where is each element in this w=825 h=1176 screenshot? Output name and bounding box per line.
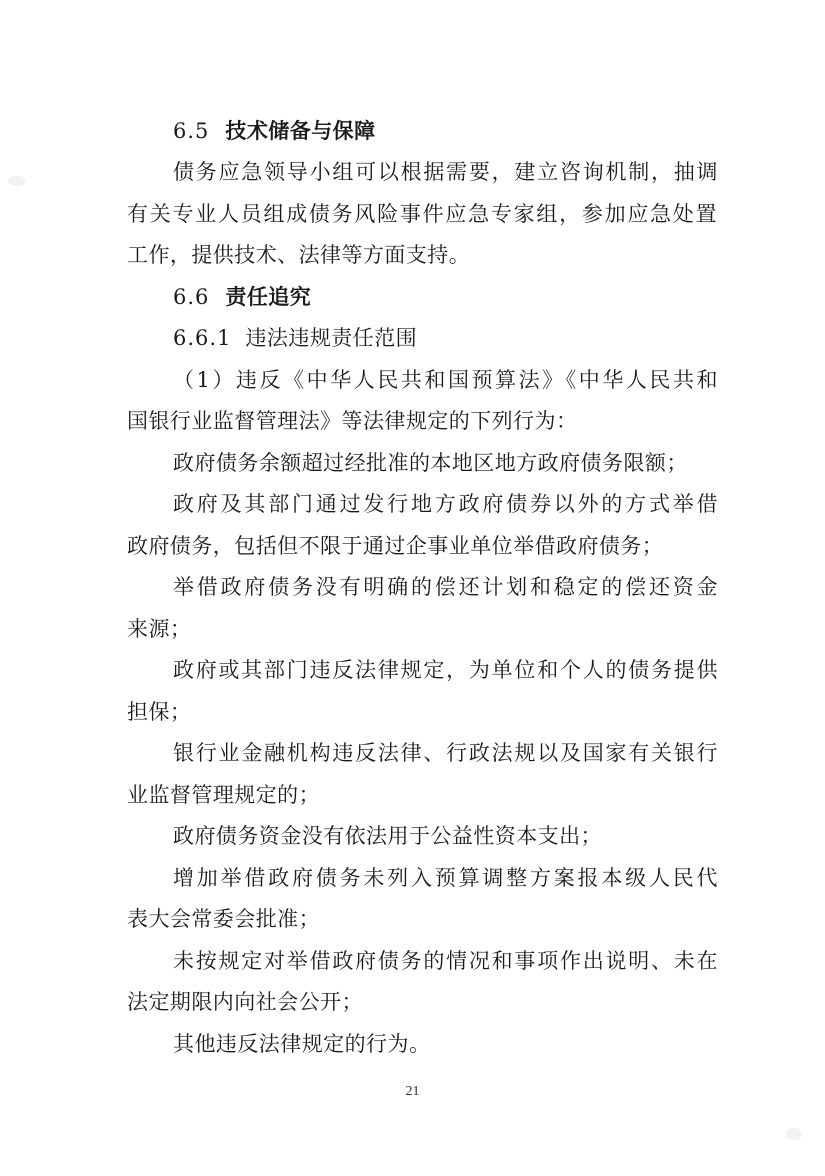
scan-artifact [786, 1128, 802, 1140]
list-item-line: 业监督管理规定的； [127, 783, 321, 807]
section-title: 技术储备与保障 [225, 118, 376, 143]
list-item-line: 政府债务资金没有依法用于公益性资本支出； [173, 824, 602, 848]
list-item-line: 未按规定对举借政府债务的情况和事项作出说明、未在 [173, 949, 718, 973]
paragraph-line: 国银行业监督管理法》等法律规定的下列行为： [127, 409, 578, 433]
list-item-line: 政府债务，包括但不限于通过企事业单位举借政府债务； [127, 534, 664, 558]
section-number: 6.5 [173, 119, 210, 143]
section-heading-6-6-1 [173, 323, 718, 353]
list-item-line: 法定期限内向社会公开； [127, 990, 363, 1014]
section-heading-6-6 [173, 282, 718, 312]
list-item-line: 增加举借政府债务未列入预算调整方案报本级人民代 [173, 866, 718, 890]
scan-artifact [8, 176, 26, 186]
list-item-line: 银行业金融机构违反法律、行政法规以及国家有关银行 [173, 741, 718, 765]
list-item-line: 政府债务余额超过经批准的本地区地方政府债务限额； [173, 451, 688, 475]
list-item-line: 担保； [127, 700, 192, 724]
paragraph-line: 有关专业人员组成债务风险事件应急专家组，参加应急处置 [127, 202, 717, 226]
list-item-line: 来源； [127, 617, 192, 641]
list-item-line: 其他违反法律规定的行为。 [173, 1032, 431, 1056]
paragraph-line: 债务应急领导小组可以根据需要，建立咨询机制，抽调 [173, 160, 718, 184]
list-item-line: 表大会常委会批准； [127, 907, 321, 931]
section-number: 6.6 [173, 285, 210, 309]
paragraph-line: 工作，提供技术、法律等方面支持。 [127, 243, 471, 267]
page-number: 21 [405, 1084, 420, 1099]
list-item-line: 举借政府债务没有明确的偿还计划和稳定的偿还资金 [173, 575, 718, 599]
paragraph-line: （1）违反《中华人民共和国预算法》《中华人民共和 [173, 368, 718, 392]
list-item-line: 政府及其部门通过发行地方政府债券以外的方式举借 [173, 492, 718, 516]
section-title: 违法违规责任范围 [245, 326, 418, 350]
section-title: 责任追究 [225, 284, 312, 309]
list-item-line: 政府或其部门违反法律规定，为单位和个人的债务提供 [173, 658, 718, 682]
section-number: 6.6.1 [173, 326, 232, 350]
section-heading-6-5 [173, 116, 718, 146]
